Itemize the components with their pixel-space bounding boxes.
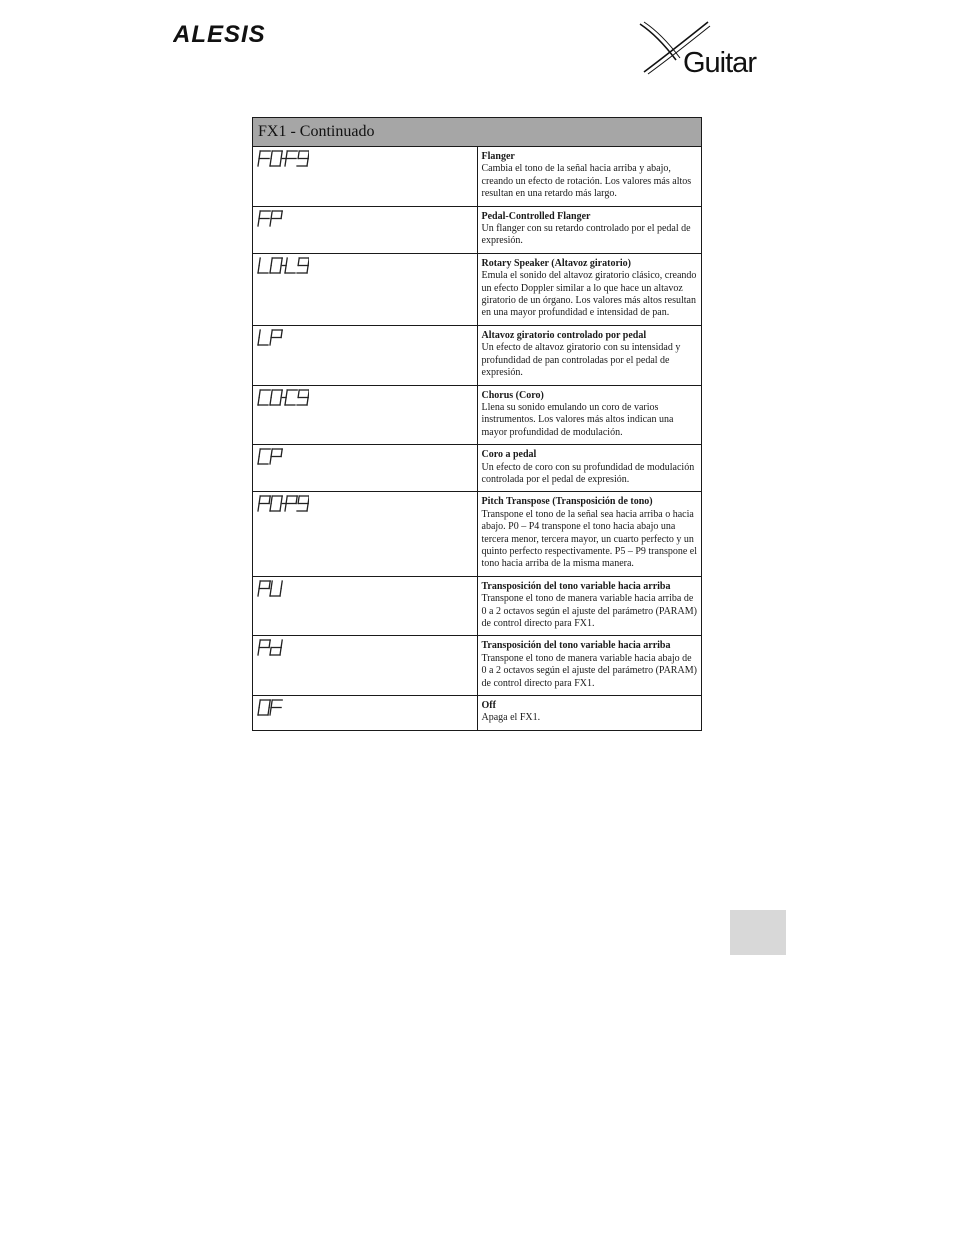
effect-description: Un flanger con su retardo controlado por el pedal de expresión. bbox=[481, 223, 691, 247]
effect-description-cell bbox=[477, 576, 702, 636]
effect-description: Cambia el tono de la señal hacia arriba y abajo, creando un efecto de rotación. Los valores más altos resultan en una retardo más largo. bbox=[481, 163, 692, 200]
alesis-logo bbox=[173, 20, 283, 46]
xguitar-logo bbox=[638, 20, 773, 76]
table-row bbox=[253, 576, 702, 636]
effect-name: Altavoz giratorio controlado por pedal bbox=[481, 329, 647, 341]
seven-segment-display-icon bbox=[257, 639, 283, 656]
seven-segment-display-icon bbox=[257, 257, 309, 274]
effect-code-cell bbox=[253, 385, 478, 445]
effect-code-cell bbox=[253, 636, 478, 696]
effect-name: Transposición del tono variable hacia arriba bbox=[481, 580, 671, 592]
page-tab-marker bbox=[730, 910, 786, 955]
effect-description: Un efecto de coro con su profundidad de modulación controlada por el pedal de expresión. bbox=[481, 461, 695, 485]
seven-segment-display-icon bbox=[257, 495, 309, 512]
effect-code-cell bbox=[253, 492, 478, 576]
seven-segment-display-icon bbox=[257, 580, 283, 597]
seven-segment-display-icon bbox=[257, 448, 283, 465]
effect-description: Llena su sonido emulando un coro de varios instrumentos. Los valores más altos indican una mayor profundidad de modulación. bbox=[481, 401, 674, 438]
table-row bbox=[253, 492, 702, 576]
table-row bbox=[253, 385, 702, 445]
effect-name: Chorus (Coro) bbox=[481, 389, 544, 401]
effect-code-cell bbox=[253, 576, 478, 636]
effect-name: Rotary Speaker (Altavoz giratorio) bbox=[481, 257, 632, 269]
seven-segment-display-icon bbox=[257, 150, 309, 167]
effect-code-cell bbox=[253, 696, 478, 731]
effect-description-cell bbox=[477, 385, 702, 445]
effect-description-cell bbox=[477, 206, 702, 253]
table-title: FX1 - Continuado bbox=[253, 118, 702, 147]
effect-description-cell bbox=[477, 696, 702, 731]
effect-description-cell bbox=[477, 253, 702, 325]
effect-name: Transposición del tono variable hacia arriba bbox=[481, 640, 671, 652]
table-row bbox=[253, 445, 702, 492]
effect-description: Transpone el tono de la señal sea hacia arriba o hacia abajo. P0 – P4 transpone el tono hacia abajo una tercera menor, tercera mayor, un cuarto perfecto y un quinto perfecto respectivamente. P5 – P9 transpone el tono hacia arriba de la misma manera. bbox=[481, 508, 697, 570]
effect-description-cell bbox=[477, 325, 702, 385]
table-row bbox=[253, 636, 702, 696]
effect-description: Un efecto de altavoz giratorio con su intensidad y profundidad de pan controladas por el pedal de expresión. bbox=[481, 342, 681, 379]
effect-description: Transpone el tono de manera variable hacia abajo de 0 a 2 octavos según el ajuste del parámetro (PARAM) de control directo para FX1. bbox=[481, 652, 697, 689]
table-row bbox=[253, 206, 702, 253]
effect-code-cell bbox=[253, 253, 478, 325]
effect-code-cell bbox=[253, 325, 478, 385]
svg-text:ALESIS: ALESIS bbox=[173, 21, 266, 46]
table-row bbox=[253, 325, 702, 385]
effect-description: Emula el sonido del altavoz giratorio clásico, creando un efecto Doppler similar a lo que hace un altavoz giratorio de un órgano. Los valores más altos resultan en una mayor profundidad e intensidad de pan. bbox=[481, 270, 697, 319]
table-row bbox=[253, 147, 702, 207]
effect-name: Flanger bbox=[481, 151, 515, 162]
effect-description-cell bbox=[477, 492, 702, 576]
seven-segment-display-icon bbox=[257, 210, 283, 227]
effect-description-cell bbox=[477, 636, 702, 696]
effect-name: Coro a pedal bbox=[481, 449, 537, 461]
effect-code-cell bbox=[253, 445, 478, 492]
seven-segment-display-icon bbox=[257, 389, 309, 406]
table-row bbox=[253, 696, 702, 731]
effect-name: Pedal-Controlled Flanger bbox=[481, 210, 591, 222]
effect-description-cell bbox=[477, 445, 702, 492]
effect-description: Apaga el FX1. bbox=[481, 712, 541, 724]
seven-segment-display-icon bbox=[257, 699, 283, 716]
svg-text:Guitar: Guitar bbox=[683, 47, 756, 76]
effect-description: Transpone el tono de manera variable hacia arriba de 0 a 2 octavos según el ajuste del parámetro (PARAM) de control directo para FX1. bbox=[481, 593, 697, 629]
effect-name: Pitch Transpose (Transposición de tono) bbox=[481, 496, 653, 508]
effect-description-cell bbox=[477, 147, 702, 207]
effect-name: Off bbox=[481, 700, 496, 712]
seven-segment-display-icon bbox=[257, 329, 283, 346]
effect-code-cell bbox=[253, 147, 478, 207]
table-row bbox=[253, 253, 702, 325]
fx1-table bbox=[252, 117, 702, 731]
effect-code-cell bbox=[253, 206, 478, 253]
